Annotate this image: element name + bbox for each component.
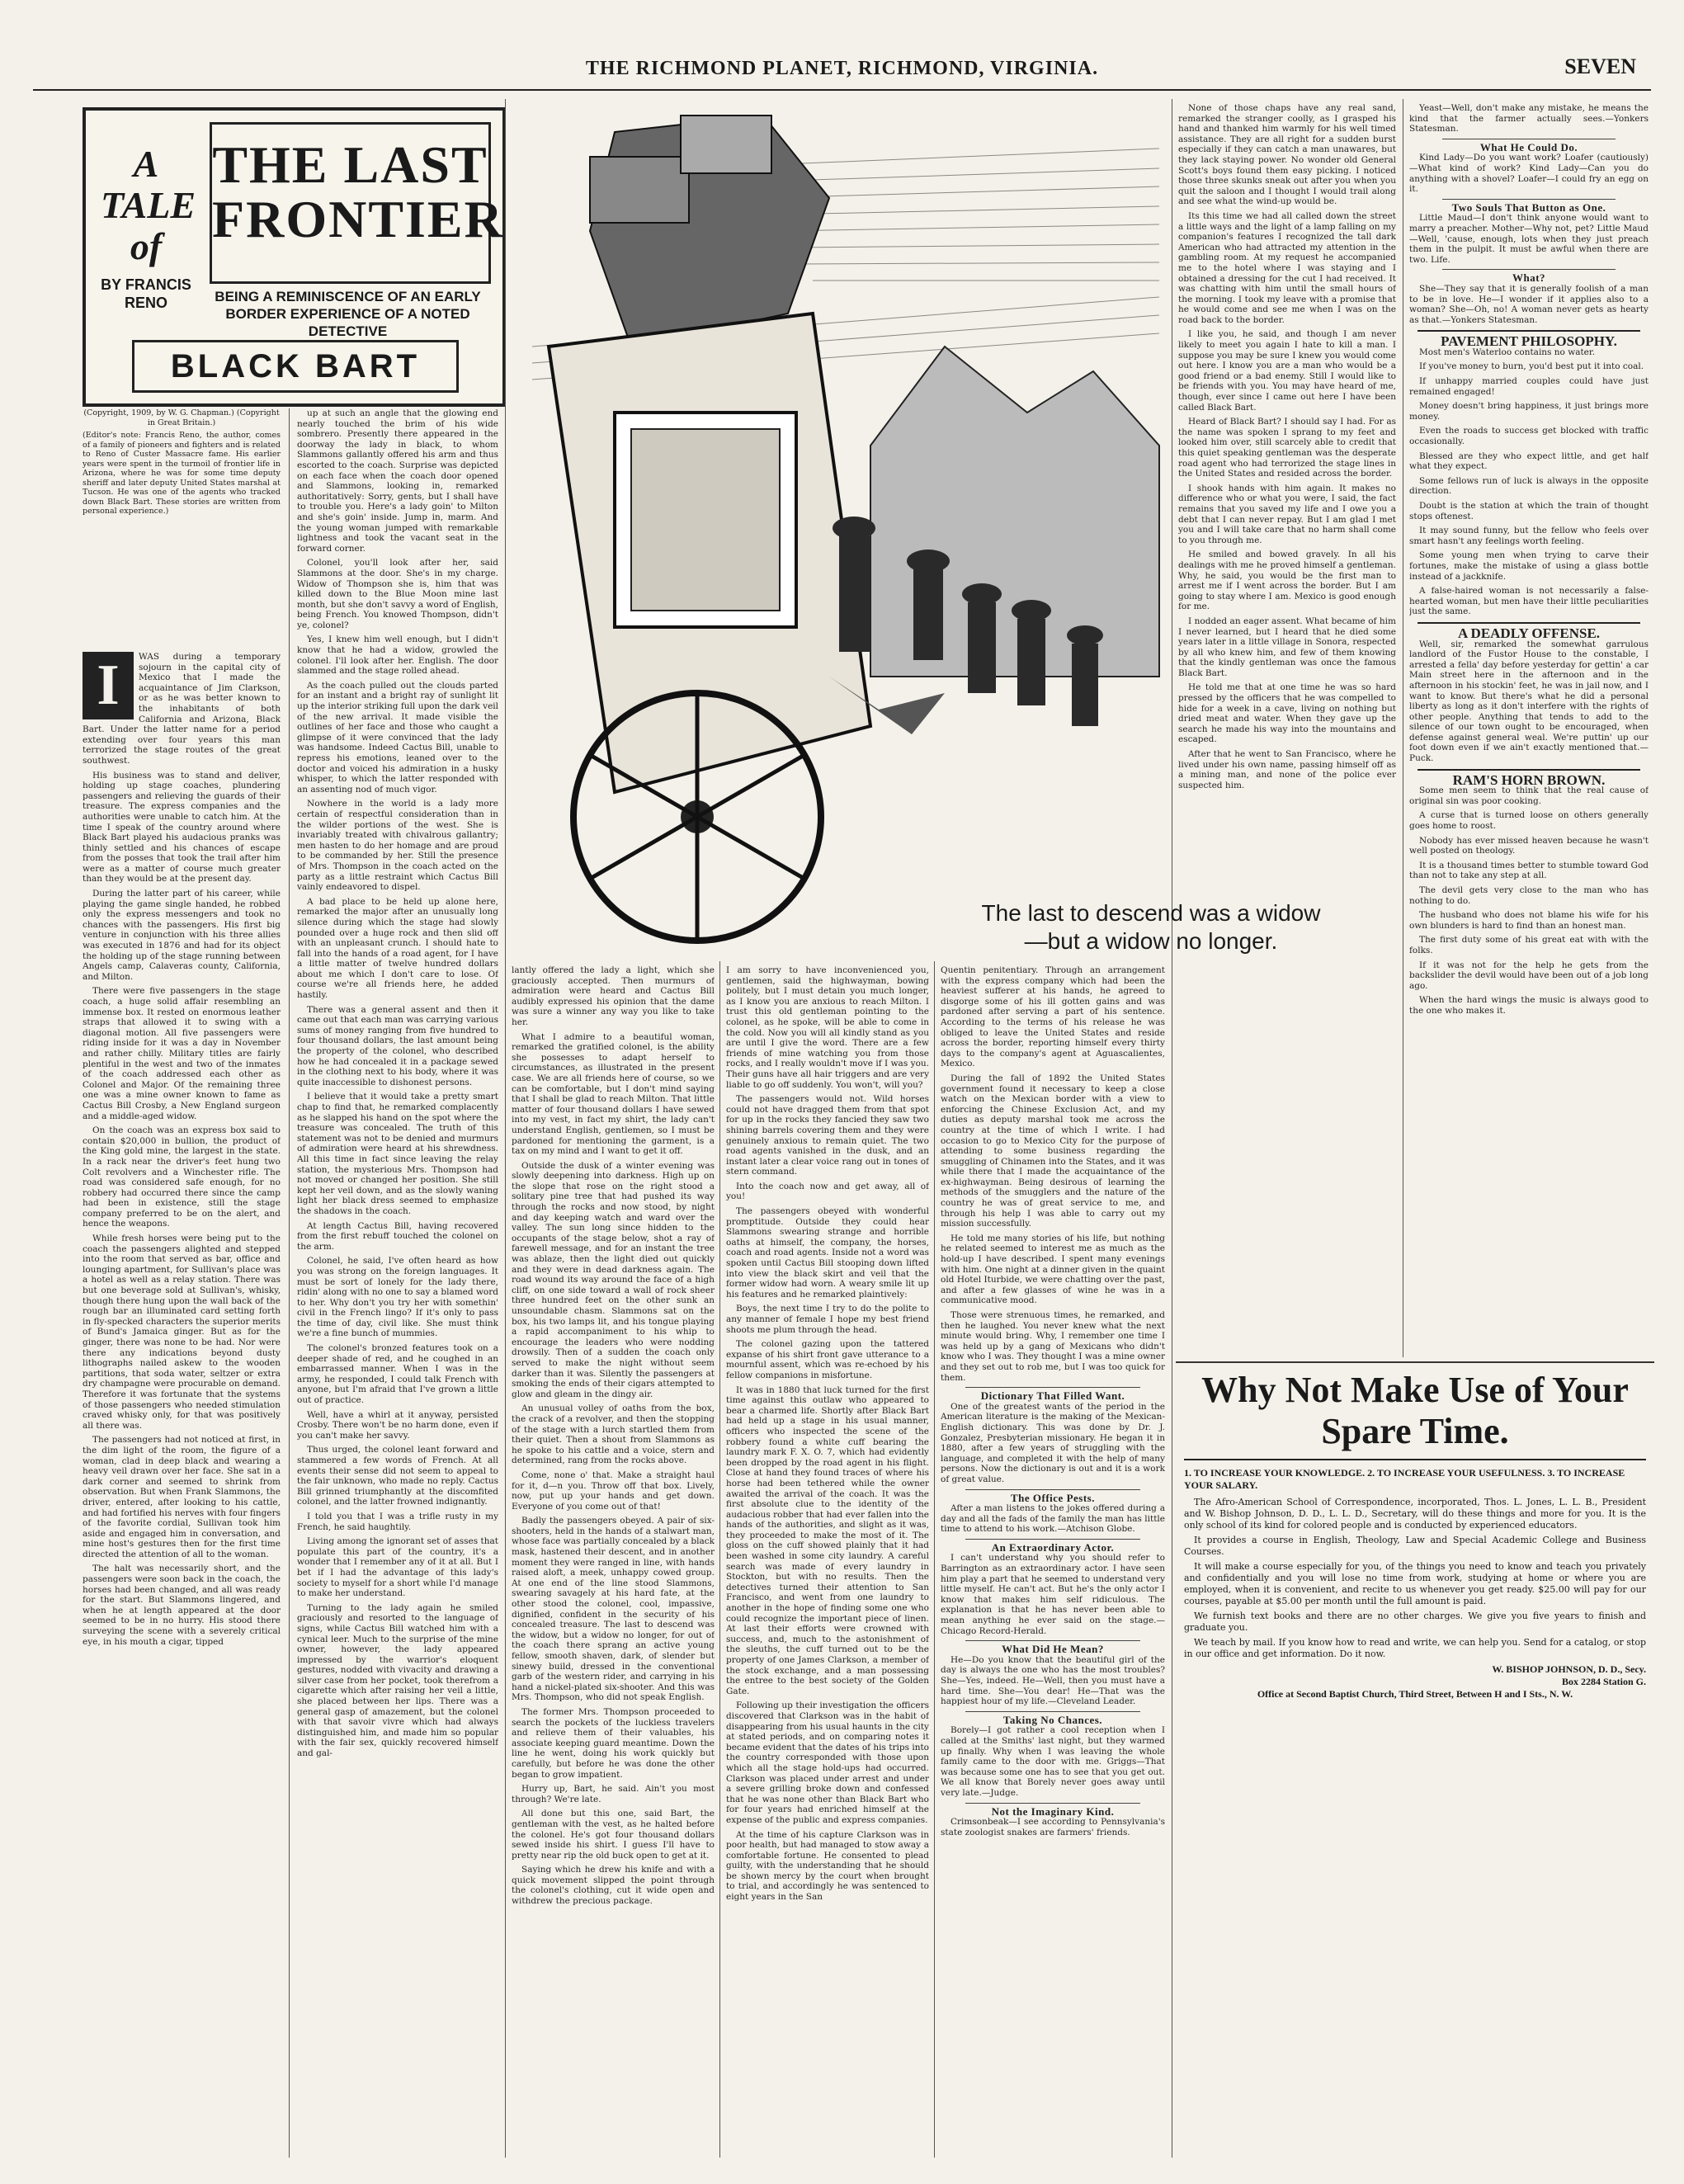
title-subheading: BEING A REMINISCENCE OF AN EARLY BORDER EXPERIENCE OF A NOTED DETECTIVE bbox=[215, 289, 481, 339]
drop-cap-space bbox=[83, 652, 139, 723]
paragraph: I can't understand why you should refer to Barrington as an extraordinary actor. I have seen him play a part that he seemed to understand very little myself. He can't act. But he's the only actor I know that makes him self ridiculous. The explanation is that he has never been able to mean anything he ever said on the stage.—Chicago Record-Herald. bbox=[941, 1553, 1165, 1636]
list-item: Some young men when trying to carve their fortunes, make the mistake of using a glass bottle instead of a jackknife. bbox=[1409, 550, 1649, 582]
paragraph: Colonel, he said, I've often heard as how you was strong on the foreign languages. It must be sort of lonely for the lady there, ridin' along with no one to say a blamed word to her. Why don't you try her with somethin' civil in the French lingo? If it's only to pass the time of day, civil like. She must think we're a fine bunch of mummies. bbox=[297, 1256, 498, 1339]
ad-address: Office at Second Baptist Church, Third Street, Between H and I Sts., N. W. bbox=[1257, 1688, 1573, 1700]
paragraph: Quentin penitentiary. Through an arrangement with the express company which had been the heaviest sufferer at his hands, he agreed to disgorge some of his ill gotten gains and was pardoned after serving a part of his sentence. According to the terms of his release he was obliged to leave the United States and reside across the border, reporting himself every thirty days to the company's agent at Aguascalientes, Mexico. bbox=[941, 965, 1165, 1069]
box-heading: What Did He Mean? bbox=[1002, 1643, 1104, 1656]
paragraph: Yes, I knew him well enough, but I didn't know that he had a widow, growled the colonel. I'll look after her. English. The door slammed and the stage rolled ahead. bbox=[297, 634, 498, 677]
item-heading: What He Could Do. bbox=[1479, 140, 1578, 153]
list-item: The husband who does not blame his wife for his own blunders is hard to find than an honest man. bbox=[1409, 910, 1649, 931]
paragraph: Into the coach now and get away, all of you! bbox=[726, 1181, 929, 1202]
paragraph: He told me that at one time he was so hard pressed by the officers that he was compelled to hide for a week in a cave, living on nothing but dried meat and water. When they gave up the search he made his way into the mountains and escaped. bbox=[1178, 682, 1396, 745]
paragraph: During the fall of 1892 the United States government found it necessary to keep a close watch on the Mexican border with a view to enforcing the Chinese Exclusion Act, and my duties as deputy marshal took me across the country at the time of which I write. I had occasion to go to Mexico City for the purpose of attending to some business regarding the smuggling of Chinamen into the States, and it was while there that I made the acquaintance of the ex-highwayman. Being desirous of learning the methods of the smugglers and the nature of the country he was of great service to me, and through his help I was able to carry out my mission successfully. bbox=[941, 1073, 1165, 1229]
paragraph: Little Maud—I don't think anyone would want to marry a preacher. Mother—Why not, pet? Little Maud—Well, 'cause, enough, lots when they just preach them in the pulpit. It must be awful when there are two. Life. bbox=[1409, 213, 1649, 265]
list-item: If it was not for the help he gets from the backslider the devil would have been out of a job long ago. bbox=[1409, 960, 1649, 991]
stagecoach-illustration bbox=[516, 99, 1167, 961]
paragraph: A bad place to be held up alone here, remarked the major after an unusually long silence during which the stage had slowly pounded over a huge rock and then slid off with an unpleasant crunch. I should hate to fall into the hands of a road agent, for I have a little matter of twelve hundred dollars about me which I don't care to lose. Of course we're all friends here, he added hastily. bbox=[297, 896, 498, 1001]
list-item: The devil gets very close to the man who has nothing to do. bbox=[1409, 885, 1649, 906]
section-heading-pavement: PAVEMENT PHILOSOPHY. bbox=[1441, 333, 1617, 350]
paragraph: Kind Lady—Do you want work? Loafer (cautiously)—What kind of work? Kind Lady—Can you do anything with a shovel? Loafer—I could fry an egg on it. bbox=[1409, 153, 1649, 195]
paragraph: He—Do you know that the beautiful girl of the day is always the one who has the most troubles? She—Yes, indeed. He—Well, then you must have a hard time. She—You dear! He—That was the happiest hour of my life.—Cleveland Leader. bbox=[941, 1654, 1165, 1707]
paragraph: An unusual volley of oaths from the box, the crack of a revolver, and then the stopping of the stage with a lurch startled them from their quiet. Then a shout from Slammons as he spoke to his cattle and a voice, stern and determined, rang from the rocks above. bbox=[512, 1403, 715, 1466]
ad-paragraph: It will make a course especially for you, of the things you need to know and teach you privately and confidentially and you will lose no time from work, studying at home or where you are employed, when it is convenient, and recite to us whenever you get ready. $25.00 will pay for our courses, payable at $5.00 per month until the full amount is paid. bbox=[1184, 1561, 1646, 1606]
paragraph: Crimsonbeak—I see according to Pennsylvania's state zoologist snakes are farmers' friends. bbox=[941, 1817, 1165, 1837]
paragraph: I believe that it would take a pretty smart chap to find that, he remarked complacently as he slapped his hand on the spot where the treasure was concealed. The truth of this statement was not to be denied and murmurs of admiration were heard at his shrewdness. All this time in fact since leaving the relay station, the mysterious Mrs. Thompson had not moved or changed her position. She still kept her veil down, and as the slowly waning light her black dress seemed to emphasize the shadows in the coach. bbox=[297, 1092, 498, 1216]
drop-cap: I bbox=[83, 652, 134, 719]
ad-top-rule bbox=[1176, 1361, 1654, 1363]
paragraph: Nowhere in the world is a lady more certain of respectful consideration than in the wilder portions of the west. She is invariably treated with chivalrous gallantry; men hasten to do her homage and are proud to be commanded by her. Still the presence of Mrs. Thompson in the coach acted on the party as a little restraint which Cactus Bill vainly endeavored to dispel. bbox=[297, 799, 498, 893]
ad-signature: W. BISHOP JOHNSON, D. D., Secy. bbox=[1492, 1663, 1646, 1675]
paragraph: Badly the passengers obeyed. A pair of six-shooters, held in the hands of a stalwart man, whose face was partially concealed by a black mask, hastened their descent, and in another moment they were ranged in line, with hands raised aloft, a meek, unhappy cowed group. At one end of the line stood Slammons, swearing savagely at his hard fate, at the other stood the colonel, cool, impassive, dignified, confident in the security of his concealed treasure. The last to descend was the widow, but a widow no longer, for out of the coach there sprang an active young fellow, smooth shaven, dark, of slender but sinewy build, dressed in the conventional garb of the western rider, and carrying in his hand a nickel-plated six-shooter. And this was Mrs. Thompson, who did not speak English. bbox=[512, 1516, 715, 1703]
list-item: It may sound funny, but the fellow who feels over smart hasn't any feelings worth feeling. bbox=[1409, 526, 1649, 546]
paragraph: Saying which he drew his knife and with a quick movement slipped the point through the colonel's clothing, cut it wide open and withdrew the precious package. bbox=[512, 1865, 715, 1907]
paragraph: The colonel gazing upon the tattered expanse of his shirt front gave utterance to a mournful assent, which was re-echoed by his fellow companions in misfortune. bbox=[726, 1339, 929, 1380]
column-rule bbox=[719, 961, 720, 2158]
paragraph: On the coach was an express box said to contain $20,000 in bullion, the product of the King gold mine, the largest in the state. In a rack near the driver's feet hung two Colt revolvers and a Winchester rifle. The road was considered safe enough, for no robbery had occurred there since the camp had been in existence, still the stage company preferred to be on the alert, and hence the weapons. bbox=[83, 1125, 281, 1229]
divider bbox=[1417, 330, 1640, 332]
paragraph: The passengers had not noticed at first, in the dim light of the room, the figure of a woman, clad in deep black and wearing a heavy veil drawn over her face. She sat in a dark corner and seemed to shrink from observation. But when Frank Slammons, the driver, entered, after looking to his cattle, and had fortified his nerves with four fingers of the favorite cordial, Sullivan took him aside and engaged him in conversation, and mine host's gestures then for the first time directed the attention of all to the woman. bbox=[83, 1435, 281, 1559]
paragraph: Those were strenuous times, he remarked, and then he laughed. You never knew what the next minute would bring. Why, I remember one time I was held up by a gang of Mexicans who didn't know who I was. They thought I was a mine owner and they set out to rob me, but I was too quick for them. bbox=[941, 1310, 1165, 1383]
story-title-box bbox=[83, 107, 506, 407]
list-item: Doubt is the station at which the train of thought stops oftenest. bbox=[1409, 501, 1649, 521]
editor-note bbox=[83, 408, 281, 648]
list-item: The first duty some of his great eat with with the folks. bbox=[1409, 935, 1649, 955]
paragraph: The halt was necessarily short, and the passengers were soon back in the coach, the horses had been changed, and all was ready for the start. But Slammons lingered, and when he at length appeared at the door seemed to be in no hurry. His stood there surveying the scene with a severely critical eye, in his mouth a cigar, tipped bbox=[83, 1564, 281, 1647]
paragraph: Boys, the next time I try to do the polite to any manner of female I hope my best friend shoots me plum through the head. bbox=[726, 1304, 929, 1335]
frontier-box bbox=[210, 122, 504, 284]
stagecoach-drawing bbox=[516, 99, 1167, 961]
paragraph: lantly offered the lady a light, which she graciously accepted. Then murmurs of admiration were heard and Cactus Bill audibly expressed his opinion that the dame was sure a winner any way you like to take her. bbox=[512, 965, 715, 1027]
ad-paragraph: We furnish text books and there are no other charges. We give you five years to finish and graduate you. bbox=[1184, 1611, 1646, 1633]
paragraph: The colonel's bronzed features took on a deeper shade of red, and he coughed in an embarrassed manner. When I was in the army, he responded, I could talk French with anyone, but I'm afraid that I've grown a little out of practice. bbox=[297, 1343, 498, 1406]
paragraph: What I admire to a beautiful woman, remarked the gratified colonel, is the ability she possesses to adapt herself to circumstances, as illustrated in the present case. We are all friends here of course, so we can be comfortable, but I don't mind saying that I shall be glad to reach Milton. That little matter of four thousand dollars I have sewed into my vest, in fact my shirt, the lady can't understand English, gentlemen, so I must be pardoned for mentioning the garment, is a tax on my mind and I want to get it off. bbox=[512, 1031, 715, 1157]
section-heading-offense: A DEADLY OFFENSE. bbox=[1457, 625, 1601, 641]
divider bbox=[965, 1803, 1140, 1804]
paragraph: During the latter part of his career, while playing the game single handed, he robbed only the express messengers and took no chances with the passengers. His first big venture in conjunction with his three allies was executed in 1876 and had for its object the holding up of the stage running between Angels camp, Calaveras county, California, and Milton. bbox=[83, 889, 281, 982]
paragraph: Outside the dusk of a winter evening was slowly deepening into darkness. High up on the slope that rose on the right stood a solitary pine tree that had pushed its way through the rocks and now stood, by night and day keeping watch and ward over the valley. The sun long since hidden to the occupants of the stage below, shot a ray of farewell message, and for an instant the tree was ablaze, then the light died out quickly and they were in dead darkness again. The road wound its way around the face of a high cliff, on one side toward a wall of rock sheer three hundred feet on the other sunk an unsoundable chasm. Slammons sat on the box, his two lamps lit, and his tongue playing a rapid accompaniment to his whip to encourage the leaders who were nodding drowsily. Then of a sudden the coach only served to make the night without seem darker than it was. Silently the passengers at smoking the ends of their cigars attempted to glow and gleam in the dingy air. bbox=[512, 1160, 715, 1399]
list-item: Most men's Waterloo contains no water. bbox=[1419, 347, 1596, 357]
list-item: Some fellows run of luck is always in the opposite direction. bbox=[1409, 475, 1649, 497]
list-item: Some men seem to think that the real cause of original sin was poor cooking. bbox=[1409, 785, 1649, 806]
paragraph: Living among the ignorant set of asses that populate this part of the country, it's a wonder that I remember any of it at all. But I bet if I had the advantage of this lady's society to myself for a short while I'd manage to make her understand. bbox=[297, 1536, 498, 1599]
paragraph: His business was to stand and deliver, holding up stage coaches, plundering passengers and relieving the guards of their treasure. The express companies and the authorities were unable to catch him. At the time I speak of the country around where Black Bart played his audacious pranks was thinly settled and his chances of escape from the posses that took the trail after him were as a matter of course much greater than they would be at the present day. bbox=[83, 770, 281, 884]
paragraph: Turning to the lady again he smiled graciously and resorted to the language of signs, while Cactus Bill watched him with a cynical leer. Much to the surprise of the mine owner, however, the lady appeared impressed by the warrior's eloquent gestures, nodded with vivacity and drawing a silver case from her pocket, took therefrom a cigarette which after raising her veil a little, she placed between her lips. There was a general gasp of amazement, but the colonel with that savoir vivre which had always distinguished him, and made him so popular with the fair sex, quickly recovered himself and gal- bbox=[297, 1602, 498, 1759]
paragraph: Well, sir, remarked the somewhat garrulous landlord of the Fustor House to the constable, I arrested a fella' day before yesterday for gettin' a car Main street here in the afternoon and in the afternoon in his stockin' feet, he was in jail now, and I want to know. But there's what he did a personal liberty as long as it don't interfere with the rights of other people. Anything that tends to add to the silence of our town ought to be encouraged, when defense against general weal. We're puttin' up our foot down even if we ain't exactly mentioned that.—Puck. bbox=[1409, 639, 1649, 764]
column-5 bbox=[941, 965, 1165, 2158]
column-6 bbox=[1178, 103, 1396, 1353]
paragraph: Yeast—Well, don't make any mistake, he means the kind that the farmer actually sees.—Yonkers Statesman. bbox=[1409, 103, 1649, 134]
list-item: A curse that is turned loose on others generally goes home to roost. bbox=[1409, 810, 1649, 832]
paragraph: I told you that I was a trifle rusty in my French, he said haughtily. bbox=[297, 1511, 498, 1532]
tale-heading: A TALE of bbox=[101, 143, 196, 267]
ad-points: 1. TO INCREASE YOUR KNOWLEDGE. 2. TO INCREASE YOUR USEFULNESS. 3. TO INCREASE YOUR SALARY. bbox=[1184, 1467, 1625, 1491]
box-heading: Taking No Chances. bbox=[1002, 1713, 1103, 1726]
paragraph: Borely—I got rather a cool reception when I called at the Smiths' last night, but they warmed up finally. Why when I was leaving the whole family came to the door with me. Griggs—That was because some one has to see that you get out. We all know that Borely never goes away until very late.—Judge. bbox=[941, 1725, 1165, 1798]
list-item: When the hard wings the music is always good to the one who makes it. bbox=[1409, 995, 1649, 1016]
page-number: SEVEN bbox=[1564, 54, 1636, 78]
ad-paragraph: We teach by mail. If you know how to read and write, we can help you. Send for a catalog, or stop in our office and get information. Do it now. bbox=[1184, 1637, 1646, 1659]
paragraph: WAS during a temporary sojourn in the capital city of Mexico that I made the acquaintance of Jim Clarkson, or as he was better known to the inhabitants of both California and Arizona, Black Bart. Under the latter name for a period extending over four years this man terrorized the stage routes of the great southwest. bbox=[83, 652, 281, 766]
copyright-line: (Copyright, 1909, by W. G. Chapman.) (Copyright in Great Britain.) bbox=[83, 408, 280, 427]
advertisement-spare-time bbox=[1184, 1370, 1646, 1701]
paragraph: All done but this one, said Bart, the gentleman with the vest, as he halted before the colonel. He's got four thousand dollars sewed inside his shirt. I guess I'll have to pretty near rip the old buck open to get at it. bbox=[512, 1809, 715, 1861]
column-3 bbox=[512, 965, 715, 2158]
header-rule bbox=[33, 89, 1651, 91]
byline: BY FRANCIS RENO bbox=[101, 276, 191, 311]
ad-paragraph: It provides a course in English, Theology, Law and Special Academic College and Business Courses. bbox=[1184, 1535, 1646, 1557]
paragraph: Thus urged, the colonel leant forward and stammered a few words of French. At all events their sense did not seem to appeal to the fair unknown, who made no reply. Cactus Bill grinned triumphantly at the discomfited colonel, and the latter frowned indignantly. bbox=[297, 1445, 498, 1507]
chapter-title: BLACK BART bbox=[132, 340, 459, 393]
divider bbox=[965, 1640, 1140, 1641]
paragraph: As the coach pulled out the clouds parted for an instant and a bright ray of sunlight lit up the interior striking full upon the dark veil of the new arrival. It made visible the outlines of her face and those who caught a glimpse of it were convinced that the lady was handsome. Indeed Cactus Bill, unable to repress his emotions, leaned over to the doctor and voiced his admiration in a husky whisper, to which the latter responded with an assenting nod of much vigor. bbox=[297, 680, 498, 795]
paragraph: Well, have a whirl at it anyway, persisted Crosby. There won't be no harm done, even if you can't make her savvy. bbox=[297, 1409, 498, 1441]
column-7 bbox=[1409, 103, 1649, 1353]
illustration-caption: The last to descend was a widow—but a widow no longer. bbox=[981, 900, 1321, 954]
list-item: If you've money to burn, you'd best put it into coal. bbox=[1419, 361, 1644, 372]
paragraph: There was a general assent and then it came out that each man was carrying various sums of money ranging from five hundred to four thousand dollars, the last amount being the property of the colonel, who described how he had concealed it in a package sewed in the clothing next to his body, where it was quite inaccessible to dishonest persons. bbox=[297, 1004, 498, 1087]
column-rule bbox=[289, 408, 290, 2158]
ad-box: Box 2284 Station G. bbox=[1561, 1676, 1646, 1687]
paragraph: The passengers obeyed with wonderful promptitude. Outside they could hear Slammons swearing strange and horrible oaths at himself, the company, the horses, coach and road agents. Inside not a word was spoken until Cactus Bill stooping down lifted into view the black skirt and veil that the former widow had worn. A weary smile lit up his features and he remarked plaintively: bbox=[726, 1206, 929, 1300]
paragraph: Come, none o' that. Make a straight haul for it, d—n you. Throw off that box. Lively, now, put up your hands and get down. Everyone of you come out of that! bbox=[512, 1469, 715, 1512]
ad-headline: Why Not Make Use of Your Spare Time. bbox=[1201, 1370, 1629, 1451]
paragraph: The passengers would not. Wild horses could not have dragged them from that spot for up in the rocks they fancied they saw two shining barrels covering them and they were genuinely anxious to remain quiet. The two road agents vanished in the dusk, and an instant later a clear voice rang out in tones of stern command. bbox=[726, 1094, 929, 1177]
column-1 bbox=[83, 652, 281, 2158]
list-item: Money doesn't bring happiness, it just brings more money. bbox=[1409, 401, 1649, 422]
paragraph: There were five passengers in the stage coach, a huge solid affair resembling an immense box. It rested on enormous leather straps that allowed it to swing with a diagonal motion. All five passengers were riding inside for it was a day in November and rather chilly. Military titles are fairly plentiful in the west and two of the inmates of the coach addressed each other as Colonel and Major. Of the remaining three one was a mine owner known to fame as Cactus Bill Crosby, a New England surgeon and a middle-aged widow. bbox=[83, 986, 281, 1121]
paragraph: One of the greatest wants of the period in the American literature is the making of the Mexican-English dictionary. This was done by Dr. J. Gonzalez, Presbyterian missionary. He began it in 1880, after a few years of struggling with the language, and completed it with the help of many persons. Now the dictionary is out and it is a work of great value. bbox=[941, 1401, 1165, 1484]
column-rule bbox=[505, 99, 506, 2158]
story-title: THE LAST FRONTIER bbox=[212, 135, 504, 248]
paragraph: Heard of Black Bart? I should say I had. For as the name was spoken I sprang to my feet and looked him over, still scarcely able to credit that this quiet speaking gentleman was the desperate road agent who had terrorized the stage lines in the United States and resided across the border. bbox=[1178, 417, 1396, 479]
divider bbox=[965, 1711, 1140, 1712]
paragraph: At length Cactus Bill, having recovered from the first rebuff touched the colonel on the arm. bbox=[297, 1220, 498, 1252]
divider bbox=[965, 1489, 1140, 1490]
divider bbox=[1442, 199, 1616, 200]
box-heading: The Office Pests. bbox=[1010, 1491, 1095, 1504]
column-rule bbox=[934, 961, 935, 2158]
paragraph: Colonel, you'll look after her, said Slammons at the door. She's in my charge. Widow of Thompson she is, him that was killed down to the Blue Moon mine last month, but she don't savvy a word of English, being French. You knowed Thompson, didn't ye, colonel? bbox=[297, 558, 498, 630]
paragraph: Following up their investigation the officers discovered that Clarkson was in the habit of disappearing from his usual haunts in the city at stated periods, and on comparing notes it became evident that the dates of his trips into the country corresponded with those upon which all the stage hold-ups had occurred. Clarkson was placed under arrest and under a severe grilling broke down and confessed that he was none other than Black Bart who for four years had enriched himself at the expense of the public and express companies. bbox=[726, 1701, 929, 1825]
divider bbox=[1417, 622, 1640, 624]
ad-paragraph: The Afro-American School of Correspondence, incorporated, Thos. L. Jones, L. L. B., President and W. Bishop Johnson, D. D., L. L. D., Secretary, will do these things and more for you. It is the only school of its kind for colored people and is conducted by experienced educators. bbox=[1184, 1497, 1646, 1531]
paragraph: I like you, he said, and though I am never likely to meet you again I hate to kill a man. I suppose you may be sure I knew you would come out here. I know you are a man who would be a good friend or a bad enemy. Still I would like to be friends with you. You may have heard of me, though, ever since I came out here I have been called Black Bart. bbox=[1178, 329, 1396, 413]
divider bbox=[965, 1539, 1140, 1540]
list-item: Nobody has ever missed heaven because he wasn't well posted on theology. bbox=[1409, 835, 1649, 856]
column-4 bbox=[726, 965, 929, 2158]
list-item: Even the roads to success get blocked with traffic occasionally. bbox=[1409, 426, 1649, 447]
divider bbox=[1417, 769, 1640, 771]
paragraph: Hurry up, Bart, he said. Ain't you most through? We're late. bbox=[512, 1784, 715, 1804]
ad-body bbox=[1184, 1497, 1646, 1660]
divider bbox=[965, 1387, 1140, 1388]
list-item: Blessed are they who expect little, and get half what they expect. bbox=[1409, 450, 1649, 472]
editor-note-text: (Editor's note: Francis Reno, the author, comes of a family of pioneers and fighters and is related to Reno of Custer Massacre fame. His earlier years were spent in the turmoil of frontier life in Arizona, where he was for some time deputy sheriff and later deputy United States marshal at Tucson. He was one of the agents who tracked down Black Bart. These stories are written from personal experience.) bbox=[83, 431, 281, 516]
column-2 bbox=[297, 408, 498, 2158]
paragraph: Its this time we had all called down the street a little ways and the light of a lamp falling on my companion's features I recognized the tall dark American who had attracted my attention in the gambling room. At my request he accompanied me to the hotel where I was staying and I obtained a dressing for the cut I had received. It was chatting with him until the small hours of the morning. I took my leave with a promise that he would come and see me when I was on the road back to the border. bbox=[1178, 210, 1396, 325]
list-item: A false-haired woman is not necessarily a false-hearted woman, but men have their little peculiarities just the same. bbox=[1409, 586, 1649, 617]
paragraph: At the time of his capture Clarkson was in poor health, but had managed to stow away a comfortable fortune. He consented to plead guilty, with the understanding that he should be shown mercy by the court when brought to trial, and accordingly he was sentenced to eight years in the San bbox=[726, 1829, 929, 1903]
paragraph: None of those chaps have any real sand, remarked the stranger coolly, as I grasped his hand and thanked him warmly for his well timed assistance. They are all right for a sudden burst especially if they can catch a man unawares, but they lack staying power. No wonder old General Scott's boys found them easy picking. I noticed those three skunks sneak out after you when you quit the saloon and I thought I would trail along and see what the wind-up would be. bbox=[1178, 103, 1396, 207]
ad-rule bbox=[1184, 1459, 1646, 1460]
paragraph: He told me many stories of his life, but nothing he related seemed to interest me as much as the hold-up I have described. I spent many evenings with him. One night at a dinner given in the quaint old Hotel Iturbide, we were chatting over the past, and after a few glasses of wine he was in a communicative mood. bbox=[941, 1233, 1165, 1306]
box-heading: Dictionary That Filled Want. bbox=[980, 1389, 1125, 1403]
paragraph: He smiled and bowed gravely. In all his dealings with me he proved himself a gentleman. Why, he said, you would be the first man to arrest me if I went across the border. But I am going to stay where I am. Mexico is good enough for me. bbox=[1178, 550, 1396, 612]
box-heading: Not the Imaginary Kind. bbox=[991, 1804, 1115, 1818]
item-heading: Two Souls That Button as One. bbox=[1451, 200, 1606, 214]
paragraph: While fresh horses were being put to the coach the passengers alighted and stepped into the room that served as bar, office and lounging apartment, for Sullivan's place was a hotel as well as a relay station. There was but one beverage sold at Sullivan's, whisky, though there hung upon the wall back of the rough bar an illuminated card setting forth in fly-specked characters the superior merits of Bund's Jamaica ginger. But as for the ginger, there was none to be had. Nor were there any indications beyond dusty lithographs nailed askew to the wooden partitions, that soda water, seltzer or extra dry champagne were procurable on demand. Therefore it was fortunate that the systems of those passengers who needed stimulation craved whisky only, for that was positively all there was. bbox=[83, 1234, 281, 1431]
masthead-title: THE RICHMOND PLANET, RICHMOND, VIRGINIA. bbox=[585, 58, 1099, 79]
item-heading: What? bbox=[1512, 271, 1546, 285]
paragraph: up at such an angle that the glowing end nearly touched the brim of his wide sombrero. Presently there appeared in the doorway the lady in black, to whom Slammons gallantly offered his arm and thus escorted to the coach. Surprise was depicted on each face when the coach door opened and Slammons, looking in, remarked authoritatively: Sorry, gents, but I shall have to trouble you. Here's a lady goin' to Milton and she's goin' inside. Jump in, marm. And the young woman jumped with remarkable lightness and took the vacant seat in the forward corner. bbox=[297, 408, 498, 554]
paragraph: I shook hands with him again. It makes no difference who or what you were, I said, the fact remains that you saved my life and I owe you a debt that I can never repay. But I am glad I met you and I will take care that no harm shall come to you through me. bbox=[1178, 483, 1396, 545]
section-heading-rams-horn: RAM'S HORN BROWN. bbox=[1452, 771, 1606, 788]
divider bbox=[1442, 269, 1616, 270]
paragraph: The former Mrs. Thompson proceeded to search the pockets of the luckless travelers and relieve them of their valuables, his associate keeping guard meantime. Down the line he went, doing his work quickly but carefully, but before he was done the other began to grow impatient. bbox=[512, 1706, 715, 1780]
list-item: It is a thousand times better to stumble toward God than not to take any step at all. bbox=[1409, 860, 1649, 881]
list-item: If unhappy married couples could have just remained engaged! bbox=[1409, 376, 1649, 397]
paragraph: After a man listens to the jokes offered during a day and all the fads of the family the man has little time to attend to his work.—Atchison Globe. bbox=[941, 1503, 1165, 1535]
paragraph: After that he went to San Francisco, where he lived under his own name, passing himself off as a mining man, and none of the police ever suspected him. bbox=[1178, 749, 1396, 790]
paragraph: I nodded an eager assent. What became of him I never learned, but I heard that he died some years later in a little village in Sonora, respected by all who knew him, and few of them knowing that the kindly gentleman was once the famous Black Bart. bbox=[1178, 616, 1396, 678]
paragraph: It was in 1880 that luck turned for the first time against this outlaw who appeared to bear a charmed life. Shortly after Black Bart had held up a stage in his usual manner, officers who inspected the scene of the robbery found a white cuff bearing the laundry mark F. X. O. 7, which had evidently been dropped by the road agent in his flight. Close at hand they found traces of where his horse had been tethered while the owner awaited the arrival of the coach. It was the first absolute clue to the identity of the audacious robber that had ever fallen into the hands of the authorities, and slight as it was, they proceeded to make the most of it. The gloss on the cuff showed plainly that it had been washed in some city laundry. A careful search was made of every laundry in Stockton, but with no results. Then the detectives turned their attention to San Francisco, and went from one laundry to another in the hope of finding some one who could recognize the important piece of linen. At last their efforts were crowned with success, and, much to the astonishment of the sleuths, the cuff turned out to be the property of one James Clarkson, a member of the stock exchange, and a man possessing the entree to the best society of the Golden Gate. bbox=[726, 1384, 929, 1696]
paragraph: She—They say that it is generally foolish of a man to be in love. He—I wonder if it applies also to a woman? She—Oh, no! A woman never gets as hearty as that.—Yonkers Statesman. bbox=[1409, 283, 1649, 325]
paragraph: I am sorry to have inconvenienced you, gentlemen, said the highwayman, bowing politely, but I must detain you much longer, as I know you are anxious to reach Milton. I trust this old gentleman pointing to the colonel, as he spoke, will be able to come in the cold. Now you will all kindly stand as you are until I give the word. There are a few friends of mine watching you from those rocks, and I really wouldn't move if I was you. Their guns have all hair triggers and are very liable to go off suddenly. You won't, will you? bbox=[726, 965, 929, 1090]
box-heading: An Extraordinary Actor. bbox=[991, 1540, 1115, 1554]
